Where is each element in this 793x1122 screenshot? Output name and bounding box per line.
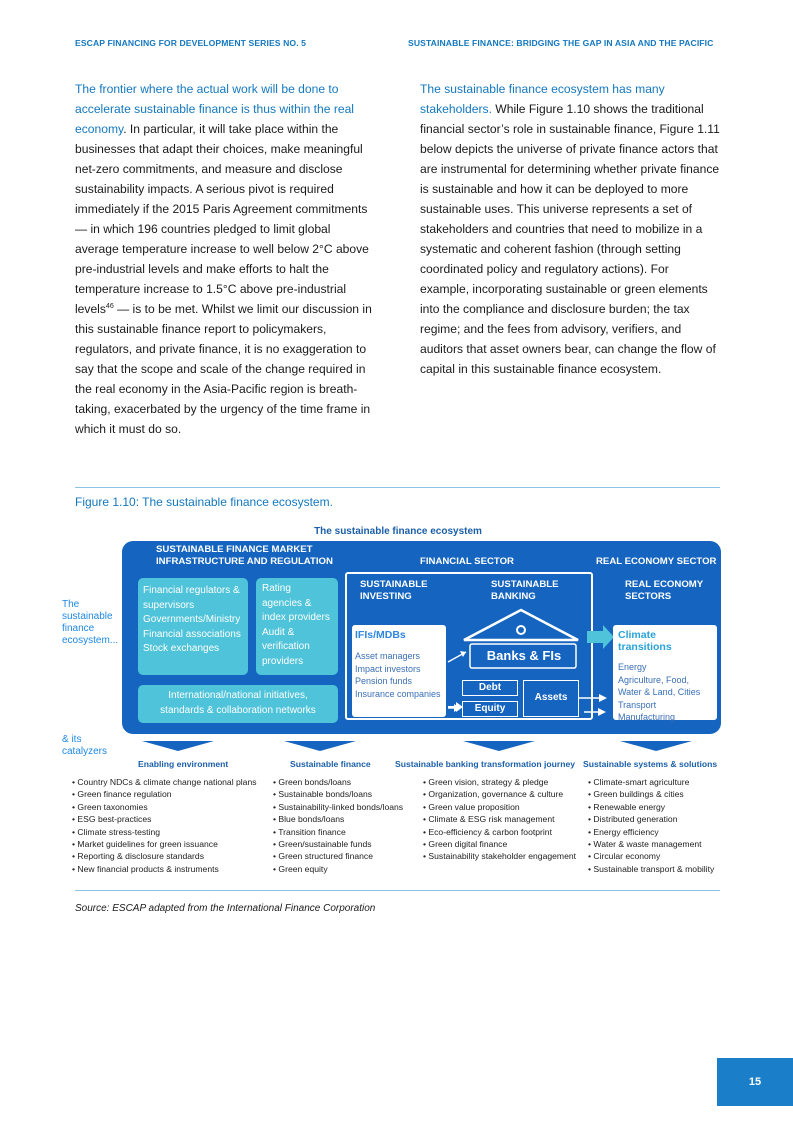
sustainable-investing-header: SUSTAINABLE INVESTING — [360, 579, 428, 602]
side-label-catalyzers: & its catalyzers — [62, 734, 108, 757]
footnote-ref: 46 — [105, 302, 114, 310]
regulators-box: Financial regulators & supervisors Governments/Ministry Financial associations Stock exchanges — [138, 578, 248, 675]
figure-title: The sustainable finance ecosystem — [314, 526, 482, 537]
catalyzer-banking-list: • Green vision, strategy & pledge • Organization, governance & culture • Green value proposition • Climate & ESG risk management • Eco-efficiency & carbon footprint • Green digital finance • Sustainability stakeholder engagement — [423, 777, 577, 862]
body-column-left — [75, 79, 375, 439]
debt-box: Debt — [462, 680, 518, 696]
assets-box: Assets — [523, 680, 579, 717]
catalyzer-finance-title: Sustainable finance — [290, 759, 371, 769]
body-text: — is to be met. Whilst we limit our discussion in this sustainable finance report to policymakers, regulators, and private finance, it is no exaggeration to say that the scope and scale of the change required in the real economy in the Asia-Pacific region is breath-taking, exacerbated by the urgency of the time frame in which it must do so. — [75, 302, 372, 436]
catalyzer-banking-title: Sustainable banking transformation journey — [395, 759, 576, 769]
sustainable-banking-header: SUSTAINABLE BANKING — [491, 579, 559, 602]
arrow-to-climate — [587, 624, 615, 650]
equity-box: Equity — [462, 701, 518, 717]
catalyzer-enabling-list: • Country NDCs & climate change national plans • Green finance regulation • Green taxonomies • ESG best-practices • Climate stress-testing • Market guidelines for green issuance • Reporting & disclosure standards • New financial products & instruments — [72, 777, 257, 874]
ifis-mdbs-box: IFIs/MDBs Asset managers Impact investors Pension funds Insurance companies — [352, 625, 446, 717]
body-column-right — [420, 79, 720, 379]
catalyzer-finance-list: • Green bonds/loans • Sustainable bonds/loans • Sustainability-linked bonds/loans • Blue bonds/loans • Transition finance • Green/sustainable funds • Green structured finance • Green equity — [273, 777, 404, 874]
figure-source: Source: ESCAP adapted from the International Finance Corporation — [75, 903, 376, 914]
real-economy-header: REAL ECONOMY SECTOR — [596, 556, 717, 567]
down-triangle — [620, 741, 692, 751]
financial-sector-header: FINANCIAL SECTOR — [420, 556, 514, 567]
lead-sentence: The sustainable finance ecosystem has many stakeholders. — [420, 82, 665, 116]
rating-agencies-box: Rating agencies & index providers Audit & verification providers — [256, 578, 338, 675]
body-text: While Figure 1.10 shows the traditional financial sector’s role in sustainable finance, Figure 1.11 below depicts the universe of private finance actors that are instrumental for determining whether private finance is sustainable and how it can be deployed to more sustainable uses. This universe represents a set of stakeholders and countries that need to mobilize in a systematic and coherent fashion (through setting coordinated policy and regulatory actions). For example, incorporating sustainable or green elements into the compliance and disclosure burden; the tax regime; and the fees from advisory, verifiers, and auditors that asset owners bear, can change the flow of capital in this sustainable finance ecosystem. — [420, 102, 720, 376]
teal-arrow — [587, 625, 614, 649]
initiatives-box: International/national initiatives, standards & collaboration networks — [138, 685, 338, 723]
catalyzer-enabling-title: Enabling environment — [138, 759, 229, 769]
banks-label: Banks & FIs — [486, 648, 562, 663]
house-roof-circle — [517, 626, 525, 634]
running-header-right: SUSTAINABLE FINANCE: BRIDGING THE GAP IN ASIA AND THE PACIFIC — [408, 38, 714, 48]
market-header: SUSTAINABLE FINANCE MARKET INFRASTRUCTURE AND REGULATION — [156, 544, 333, 567]
climate-transitions-box: Climate transitions Energy Agriculture, Food, Water & Land, Cities Transport Manufacturing — [613, 625, 717, 720]
body-text: . In particular, it will take place within the businesses that adapt their choices, make meaningful net-zero commitments, and measure and disclose sustainability impacts. A serious pivot is required immediately if the 2015 Paris Agreement commitments — in which 196 countries pledged to limit global average temperature increase to well below 2°C above pre-industrial levels and make efforts to halt the temperature increase to 1.5°C above pre-industrial levels — [75, 122, 369, 316]
down-triangle — [284, 741, 356, 751]
running-header-left: ESCAP FINANCING FOR DEVELOPMENT SERIES NO. 5 — [75, 38, 307, 48]
ecosystem-figure — [58, 522, 738, 882]
page-number: 15 — [717, 1058, 793, 1106]
catalyzer-systems-title: Sustainable systems & solutions — [583, 759, 718, 769]
figure-caption: Figure 1.10: The sustainable finance ecosystem. — [75, 495, 333, 509]
figure-bottom-rule — [75, 890, 720, 891]
down-triangle — [463, 741, 535, 751]
arrowhead — [599, 694, 607, 702]
real-economy-sectors-header: REAL ECONOMY SECTORS — [625, 579, 704, 602]
down-triangle — [142, 741, 214, 751]
lead-sentence: The frontier where the actual work will be done to accelerate sustainable finance is thus within the real economy — [75, 82, 354, 136]
catalyzer-systems-list: • Climate-smart agriculture • Green buildings & cities • Renewable energy • Distributed generation • Energy efficiency • Water & waste management • Circular economy • Sustainable transport & mobility — [588, 777, 715, 874]
side-label-ecosystem: The sustainable finance ecosystem... — [62, 599, 119, 646]
figure-top-rule — [75, 487, 720, 488]
